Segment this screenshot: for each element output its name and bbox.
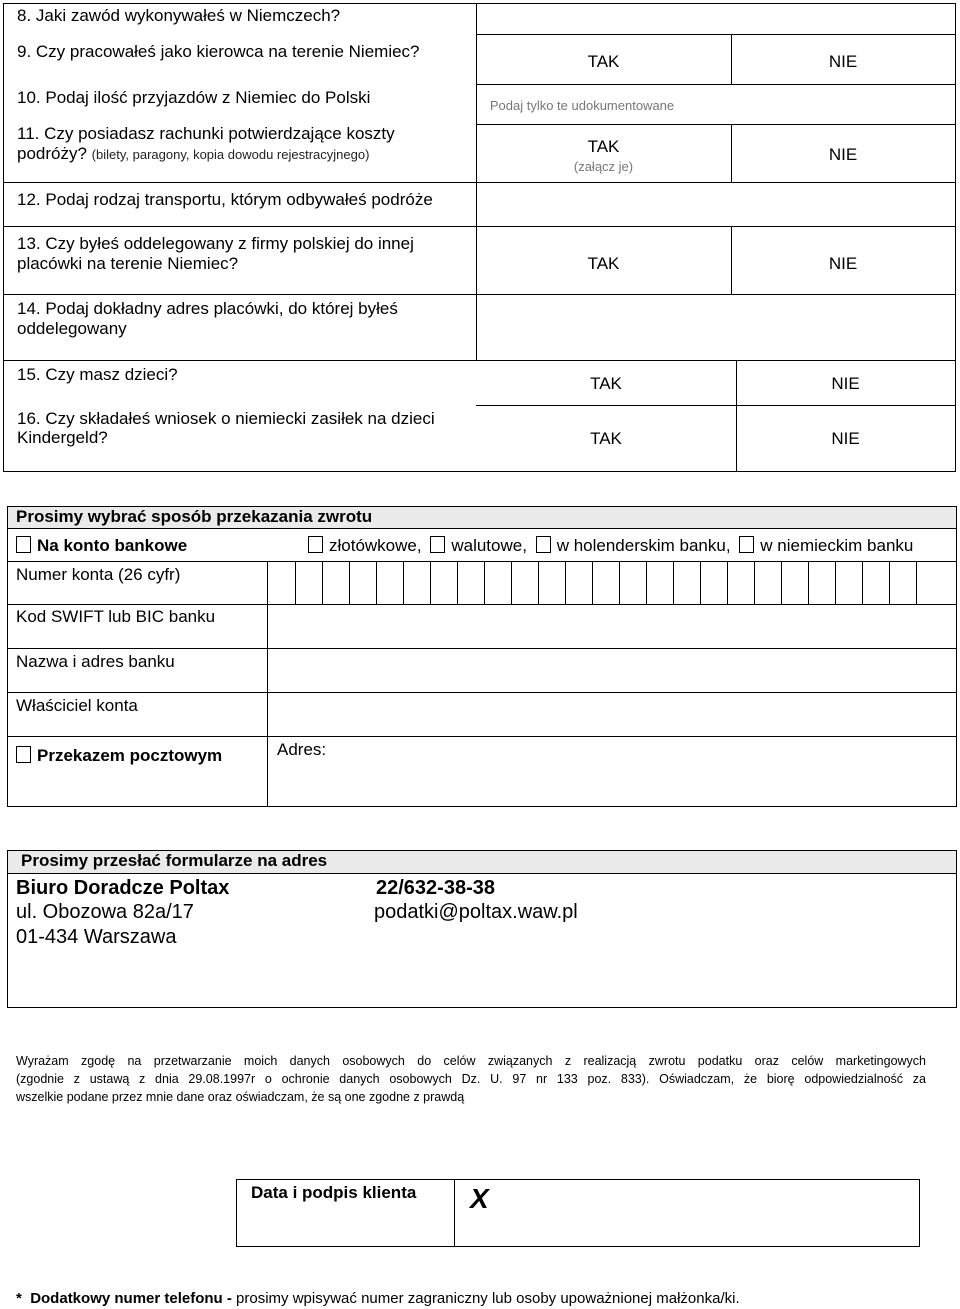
q9-nie[interactable]: NIE: [828, 52, 858, 71]
q13-tak[interactable]: TAK: [587, 254, 620, 273]
signature-label: Data i podpis klienta: [251, 1183, 417, 1202]
currency-options: [308, 536, 913, 556]
question-14-line2: oddelegowany: [17, 319, 127, 338]
swift-label: Kod SWIFT lub BIC banku: [16, 607, 216, 626]
company-email[interactable]: podatki@poltax.waw.pl: [374, 901, 578, 923]
send-header: Prosimy przesłać formularze na adres: [21, 851, 328, 870]
bank-account-option[interactable]: Na konto bankowe: [16, 536, 187, 556]
account-number-label: Numer konta (26 cyfr): [16, 565, 181, 584]
question-15: 15. Czy masz dzieci?: [17, 365, 178, 384]
q16-nie[interactable]: NIE: [831, 429, 860, 448]
footnote: * Dodatkowy numer telefonu - prosimy wpisywać numer zagraniczny lub osoby upoważnionej małżonka/ki.: [16, 1290, 740, 1307]
q11-tak[interactable]: TAK: [587, 137, 620, 156]
question-14-line1: 14. Podaj dokładny adres placówki, do której byłeś: [17, 299, 398, 318]
nl-bank-label: w holenderskim banku,: [556, 536, 731, 555]
postal-option[interactable]: Przekazem pocztowym: [16, 746, 222, 766]
question-10: 10. Podaj ilość przyjazdów z Niemiec do Polski: [17, 88, 371, 107]
fx-checkbox[interactable]: [430, 536, 445, 553]
bank-name-label: Nazwa i adres banku: [16, 652, 175, 671]
consent-line-2: (zgodnie z ustawą z dnia 29.08.1997r o ochronie danych osobowych Dz. U. 97 nr 133 poz. 833). Oświadczam, że biorę odpowiedzialność za: [16, 1072, 926, 1086]
address-label: Adres:: [277, 740, 327, 759]
consent-line-3: wszelkie podane przez mnie dane oraz oświadczam, że są one zgodne z prawdą: [16, 1090, 465, 1104]
company-name: Biuro Doradcze Poltax: [16, 877, 230, 899]
question-9: 9. Czy pracowałeś jako kierowca na terenie Niemiec?: [17, 42, 420, 61]
company-street: ul. Obozowa 82a/17: [16, 901, 194, 923]
company-city: 01-434 Warszawa: [16, 926, 177, 948]
nl-bank-checkbox[interactable]: [536, 536, 551, 553]
q15-nie[interactable]: NIE: [831, 374, 860, 393]
pln-label: złotówkowe,: [329, 536, 422, 555]
consent-line-1: Wyrażam zgodę na przetwarzanie moich danych osobowych do celów związanych z realizacją zwrotu podatku oraz celów marketingowych: [16, 1054, 926, 1068]
de-bank-checkbox[interactable]: [739, 536, 754, 553]
bank-account-checkbox[interactable]: [16, 536, 31, 553]
q10-hint: Podaj tylko te udokumentowane: [489, 98, 675, 113]
account-owner-label: Właściciel konta: [16, 696, 138, 715]
question-11-note: (bilety, paragony, kopia dowodu rejestracyjnego): [91, 147, 370, 162]
question-16-line2: Kindergeld?: [17, 428, 108, 447]
question-8: 8. Jaki zawód wykonywałeś w Niemczech?: [17, 6, 341, 25]
q15-tak[interactable]: TAK: [590, 374, 622, 393]
question-13-line1: 13. Czy byłeś oddelegowany z firmy polskiej do innej: [17, 234, 414, 253]
pln-checkbox[interactable]: [308, 536, 323, 553]
de-bank-label: w niemieckim banku: [760, 536, 914, 555]
payment-header: Prosimy wybrać sposób przekazania zwrotu: [16, 507, 373, 526]
q11-nie[interactable]: NIE: [828, 145, 858, 164]
postal-checkbox[interactable]: [16, 746, 31, 763]
question-16-line1: 16. Czy składałeś wniosek o niemiecki zasiłek na dzieci: [17, 409, 435, 428]
company-phone: 22/632-38-38: [376, 877, 495, 899]
question-11-line1: 11. Czy posiadasz rachunki potwierdzające koszty: [17, 124, 395, 143]
q13-nie[interactable]: NIE: [828, 254, 858, 273]
q9-tak[interactable]: TAK: [587, 52, 620, 71]
question-13-line2: placówki na terenie Niemiec?: [17, 254, 239, 273]
question-11-line2: podróży? (bilety, paragony, kopia dowodu rejestracyjnego): [17, 144, 370, 163]
question-12: 12. Podaj rodzaj transportu, którym odbywałeś podróże: [17, 190, 433, 209]
q16-tak[interactable]: TAK: [590, 429, 622, 448]
fx-label: walutowe,: [451, 536, 527, 555]
q11-attach-note: (załącz je): [573, 159, 634, 174]
signature-mark: X: [470, 1183, 489, 1214]
